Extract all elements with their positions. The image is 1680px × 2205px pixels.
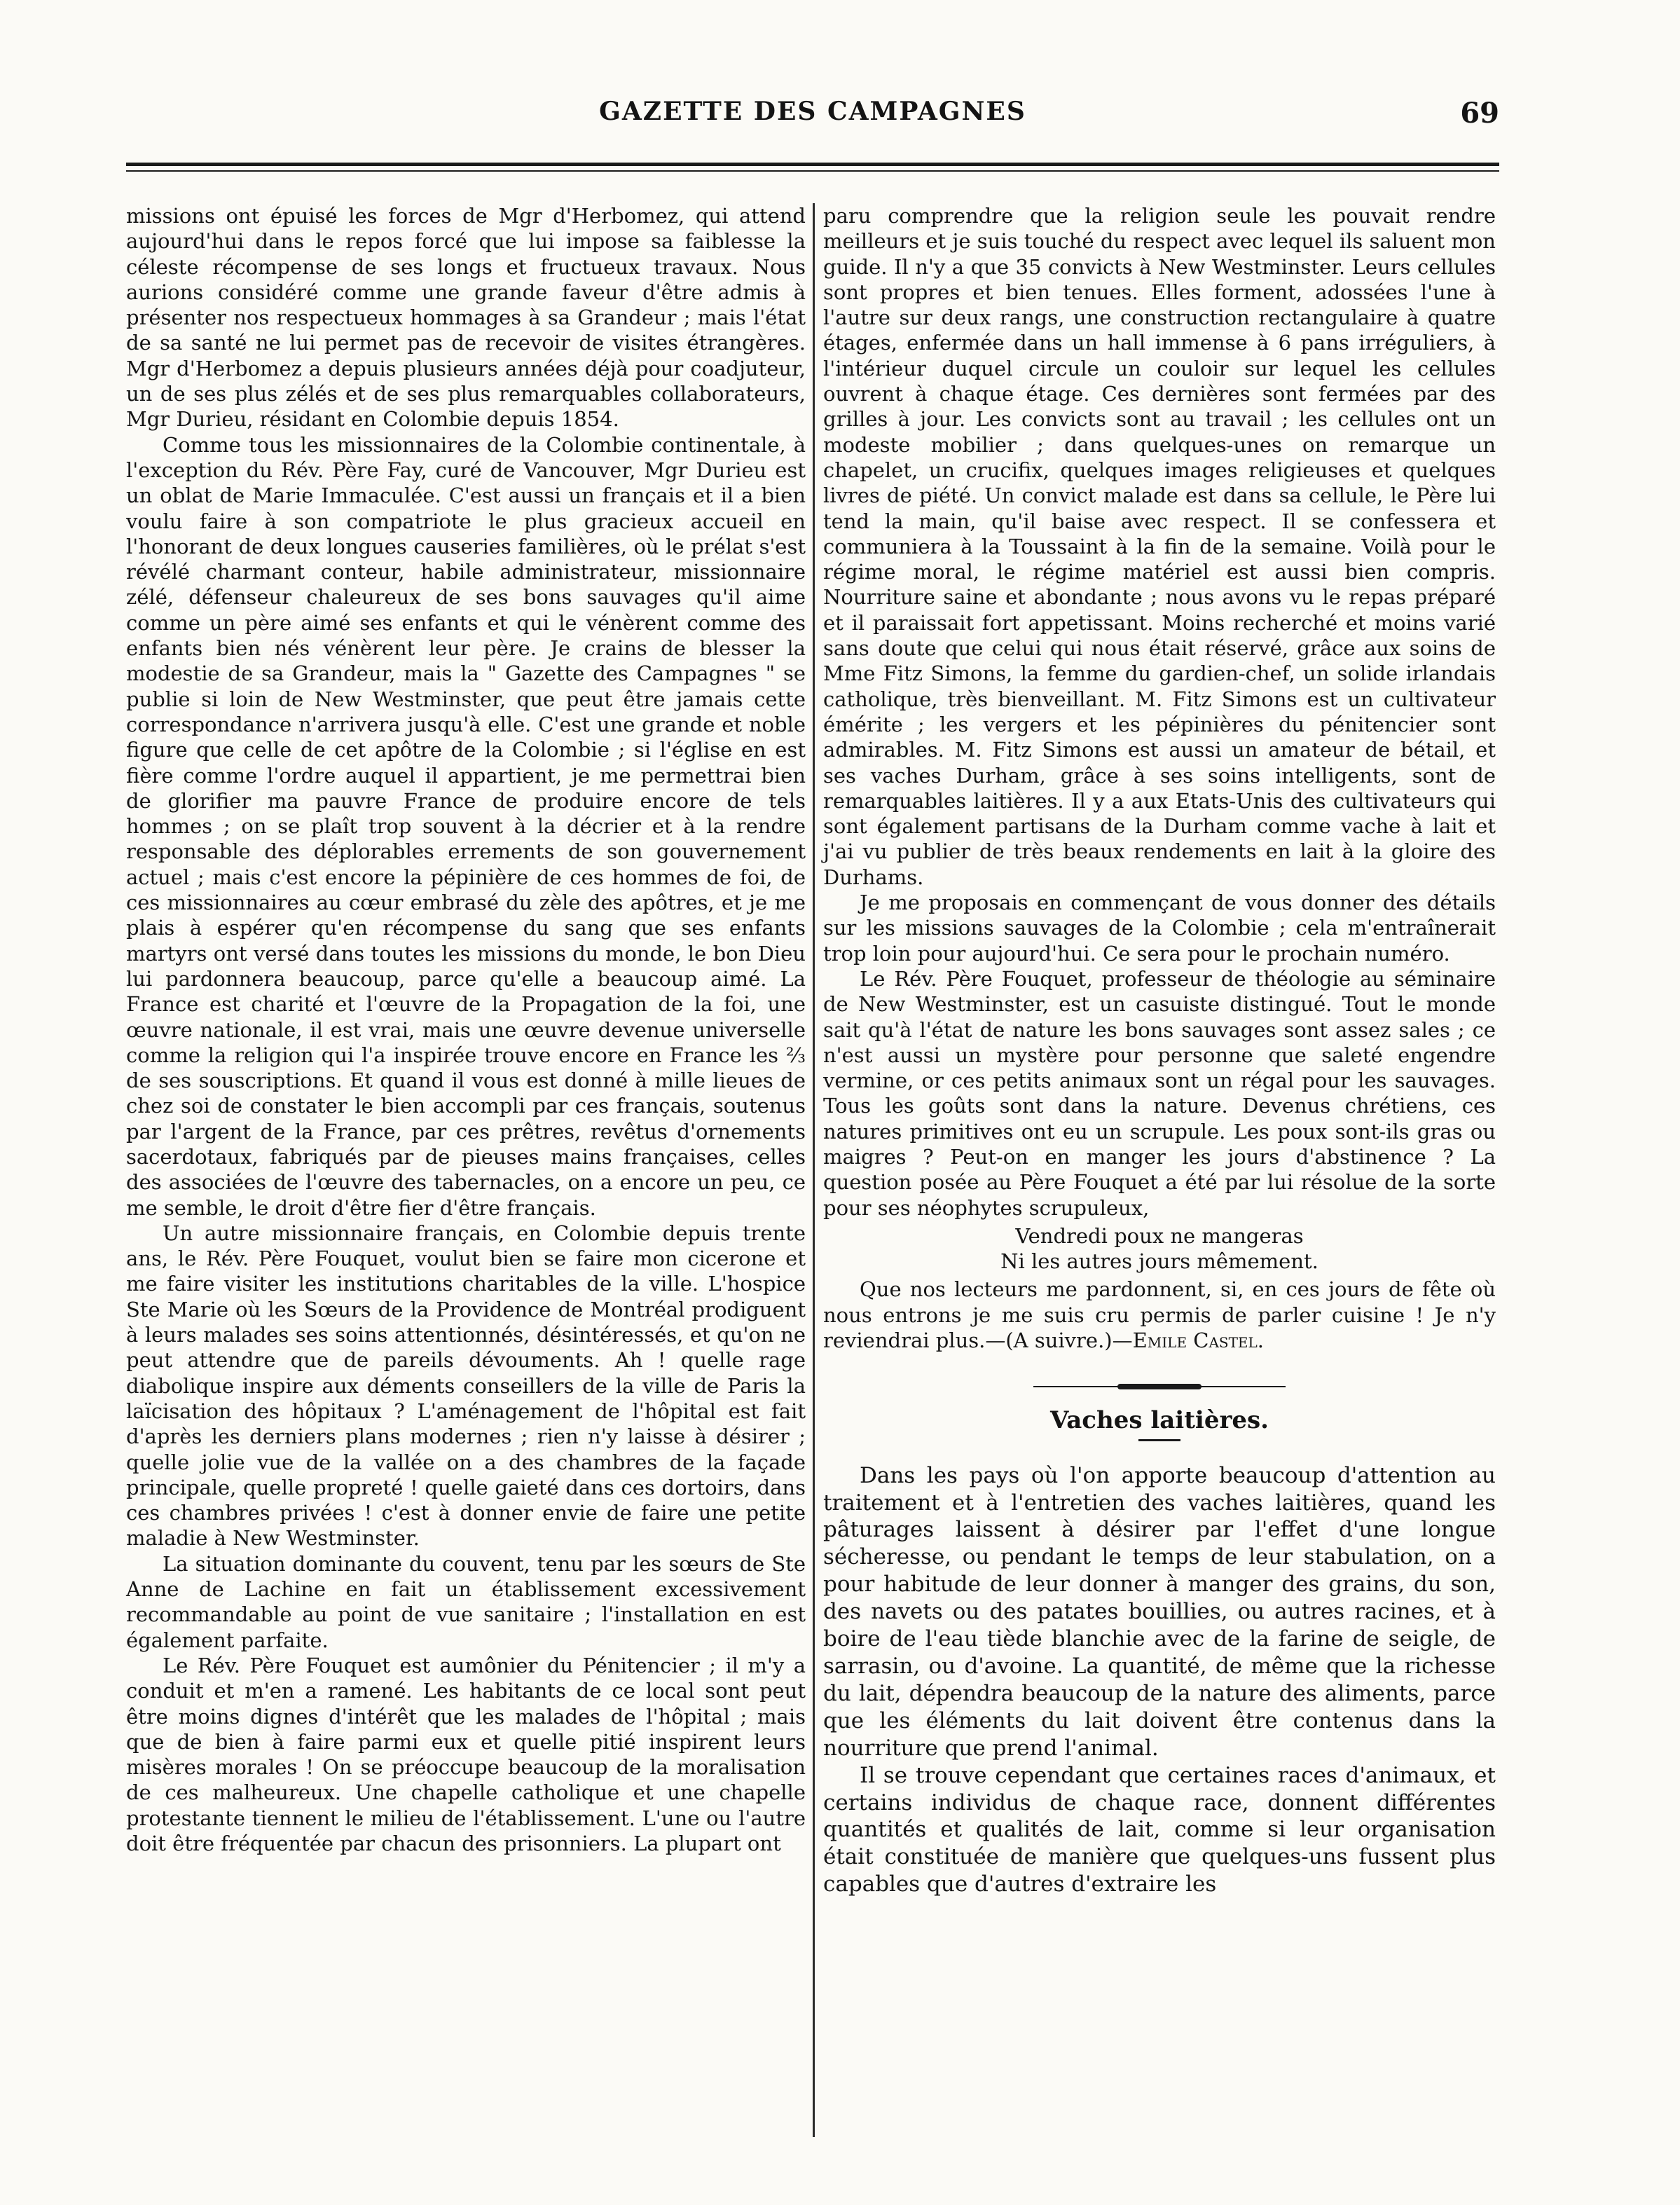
- paragraph: Le Rév. Père Fouquet est aumônier du Pénitencier ; il m'y a conduit et m'en a ramené. Les habitants de ce local sont peut être moins dignes d'intérêt que les malades de l'hôpital ; mais que de bien à faire parmi eux et quelle pitié inspirent leurs misères morales ! On se préoccupe beaucoup de la moralisation de ces malheureux. Une chapelle catholique et une chapelle protestante tiennent le milieu de l'établissement. L'une ou l'autre doit être fréquentée par chacun des prisonniers. La plupart ont: [126, 1653, 806, 1855]
- section-dash: [1138, 1439, 1180, 1441]
- header-rule-thick: [126, 163, 1499, 166]
- section-ornament: [1033, 1384, 1286, 1391]
- article-vaches-laitieres: [823, 1462, 1496, 1899]
- column-divider: [813, 203, 815, 2137]
- author-signature: Emile Castel.: [1132, 1328, 1265, 1353]
- closing-paragraph: [823, 1277, 1496, 1353]
- paragraph: Comme tous les missionnaires de la Colombie continentale, à l'exception du Rév. Père Fay, curé de Vancouver, Mgr Durieu est un oblat de Marie Immaculée. C'est aussi un français et il a bien voulu faire à son compatriote le plus gracieux accueil en l'honorant de deux longues causeries familières, où le prélat s'est révélé charmant conteur, habile administrateur, missionnaire zélé, défenseur chaleureux de ses bons sauvages qu'il aime comme un père aimé ses enfants et qui le vénèrent comme des enfants bien nés vénèrent leur père. Je crains de blesser la modestie de sa Grandeur, mais la " Gazette des Campagnes " se publie si loin de New Westminster, que peut être jamais cette correspondance n'arrivera jusqu'à elle. C'est une grande et noble figure que celle de cet apôtre de la Colombie ; si l'église en est fière comme l'ordre auquel il appartient, je me permettrai bien de glorifier ma pauvre France de produire encore de tels hommes ; on se plaît trop souvent à la décrier et à la rendre responsable des déplorables errements de son gouvernement actuel ; mais c'est encore la pépinière de ces hommes de foi, de ces missionnaires au cœur embrasé du zèle des apôtres, et je me plais à espérer qu'en récompense du sang que ses enfants martyrs ont versé dans toutes les missions du monde, le bon Dieu lui pardonnera beaucoup, parce qu'elle a beaucoup aimé. La France est charité et l'œuvre de la Propagation de la foi, une œuvre nationale, il est vrai, mais une œuvre devenue universelle comme la religion qui l'a inspirée trouve encore en France les ⅔ de ses souscriptions. Et quand il vous est donné à mille lieues de chez soi de constater le bien accompli par ces français, soutenus par l'argent de la France, par ces prêtres, revêtus d'ornements sacerdotaux, fabriqués par de pieuses mains françaises, celles des associées de l'œuvre des tabernacles, on a encore un peu, ce me semble, le droit d'être fier d'être français.: [126, 432, 806, 1220]
- paragraph: Dans les pays où l'on apporte beaucoup d'attention au traitement et à l'entretien des vaches laitières, quand les pâturages laissent à désirer par l'effet d'une longue sécheresse, ou pendant le temps de leur stabulation, on a pour habitude de leur donner à manger des grains, du son, des navets ou des patates bouillies, ou autres racines, et à boire de l'eau tiède blanchie avec de la farine de seigle, de sarrasin, ou d'avoine. La quantité, de même que la richesse du lait, dépendra beaucoup de la nature des aliments, parce que les éléments du lait doivent être contenus dans la nourriture que prend l'animal.: [823, 1462, 1496, 1761]
- paragraph: Je me proposais en commençant de vous donner des détails sur les missions sauvages de la Colombie ; cela m'entraînerait trop loin pour aujourd'hui. Ce sera pour le prochain numéro.: [823, 891, 1496, 966]
- page-header: [126, 97, 1499, 139]
- verse-line: Ni les autres jours mêmement.: [1000, 1249, 1318, 1274]
- paragraph: Le Rév. Père Fouquet, professeur de théologie au séminaire de New Westminster, est un casuiste distingué. Tout le monde sait qu'à l'état de nature les bons sauvages sont assez sales ; ce n'est aussi un mystère pour personne que saleté engendre vermine, or ces petits animaux sont un régal pour les sauvages. Tous les goûts sont dans la nature. Devenus chrétiens, ces natures primitives ont eu un scrupule. Les poux sont-ils gras ou maigres ? Peut-on en manger les jours d'abstinence ? La question posée au Père Fouquet a été par lui résolue de la sorte pour ses néophytes scrupuleux,: [823, 966, 1496, 1220]
- newspaper-title: GAZETTE DES CAMPAGNES: [599, 97, 1026, 126]
- header-rule-thin: [126, 170, 1499, 172]
- paragraph: missions ont épuisé les forces de Mgr d'Herbomez, qui attend aujourd'hui dans le repos forcé que lui impose sa faiblesse la céleste récompense de ses longs et fructueux travaux. Nous aurions considéré comme une grande faveur d'être admis à présenter nos respectueux hommages à sa Grandeur ; mais l'état de sa santé ne lui permet pas de recevoir de visites étrangères. Mgr d'Herbomez a depuis plusieurs années déjà pour coadjuteur, un de ses plus zélés et de ses plus remarquables collaborateurs, Mgr Durieu, résidant en Colombie depuis 1854.: [126, 204, 806, 432]
- paragraph: paru comprendre que la religion seule les pouvait rendre meilleurs et je suis touché du respect avec lequel ils saluent mon guide. Il n'y a que 35 convicts à New Westminster. Leurs cellules sont propres et bien tenues. Elles forment, adossées l'une à l'autre sur deux rangs, une construction rectangulaire à quatre étages, enfermée dans un hall immense à 6 pans irréguliers, à l'intérieur duquel circule un couloir sur lequel les cellules ouvrent à chaque étage. Ces dernières sont fermées par des grilles à jour. Les convicts sont au travail ; les cellules ont un modeste mobilier ; dans quelques-unes on remarque un chapelet, un crucifix, quelques images religieuses et quelques livres de piété. Un convict malade est dans sa cellule, le Père lui tend la main, qu'il baise avec respect. Il se confessera et communiera à la Toussaint à la fin de la semaine. Voilà pour le régime moral, le régime matériel est aussi bien compris. Nourriture saine et abondante ; nous avons vu le repas préparé et il paraissait fort appetissant. Moins recherché et moins varié sans doute que celui qui nous était réservé, grâce aux soins de Mme Fitz Simons, la femme du gardien-chef, un solide irlandais catholique, très bienveillant. M. Fitz Simons est un cultivateur émérite ; les vergers et les pépinières du pénitencier sont admirables. M. Fitz Simons est aussi un amateur de bétail, et ses vaches Durham, grâce à ses soins intelligents, sont de remarquables laitières. Il y a aux Etats-Unis des cultivateurs qui sont également partisans de la Durham comme vache à lait et j'ai vu publier de très beaux rendements en lait à la gloire des Durhams.: [823, 204, 1496, 889]
- paragraph: Il se trouve cependant que certaines races d'animaux, et certains individus de chaque race, donnent différentes quantités et qualités de lait, comme si leur organisation était constituée de manière que quelques-uns fussent plus capables que d'autres d'extraire les: [823, 1762, 1496, 1897]
- left-column: [126, 203, 806, 1856]
- right-column: [823, 203, 1496, 1898]
- verse: [823, 1223, 1496, 1275]
- paragraph: La situation dominante du couvent, tenu par les sœurs de Ste Anne de Lachine en fait un établissement excessivement recommandable au point de vue sanitaire ; l'installation en est également parfaite.: [126, 1551, 806, 1652]
- section-title: Vaches laitières.: [1050, 1406, 1269, 1435]
- closing-text: Que nos lecteurs me pardonnent, si, en ces jours de fête où nous entrons je me suis cru permis de parler cuisine ! Je n'y reviendrai plus.—(A suivre.)—: [823, 1277, 1496, 1353]
- page-number: 69: [1460, 97, 1499, 130]
- verse-line: Vendredi poux ne mangeras: [1015, 1223, 1304, 1248]
- paragraph: Un autre missionnaire français, en Colombie depuis trente ans, le Rév. Père Fouquet, voulut bien se faire mon cicerone et me faire visiter les institutions charitables de la ville. L'hospice Ste Marie où les Sœurs de la Providence de Montréal prodiguent à leurs malades ses soins attentionnés, désintéressés, et qu'on ne peut attendre que de pareils dévouments. Ah ! quelle rage diabolique inspire aux déments conseillers de la ville de Paris la laïcisation des hôpitaux ? L'aménagement de l'hôpital est fait d'après les derniers plans modernes ; rien n'y laisse à désirer ; quelle jolie vue de la vallée on a des chambres de la façade principale, quelle propreté ! quelle gaieté dans ces dortoirs, dans ces chambres privées ! c'est à donner envie de faire une petite maladie à New Westminster.: [126, 1221, 806, 1551]
